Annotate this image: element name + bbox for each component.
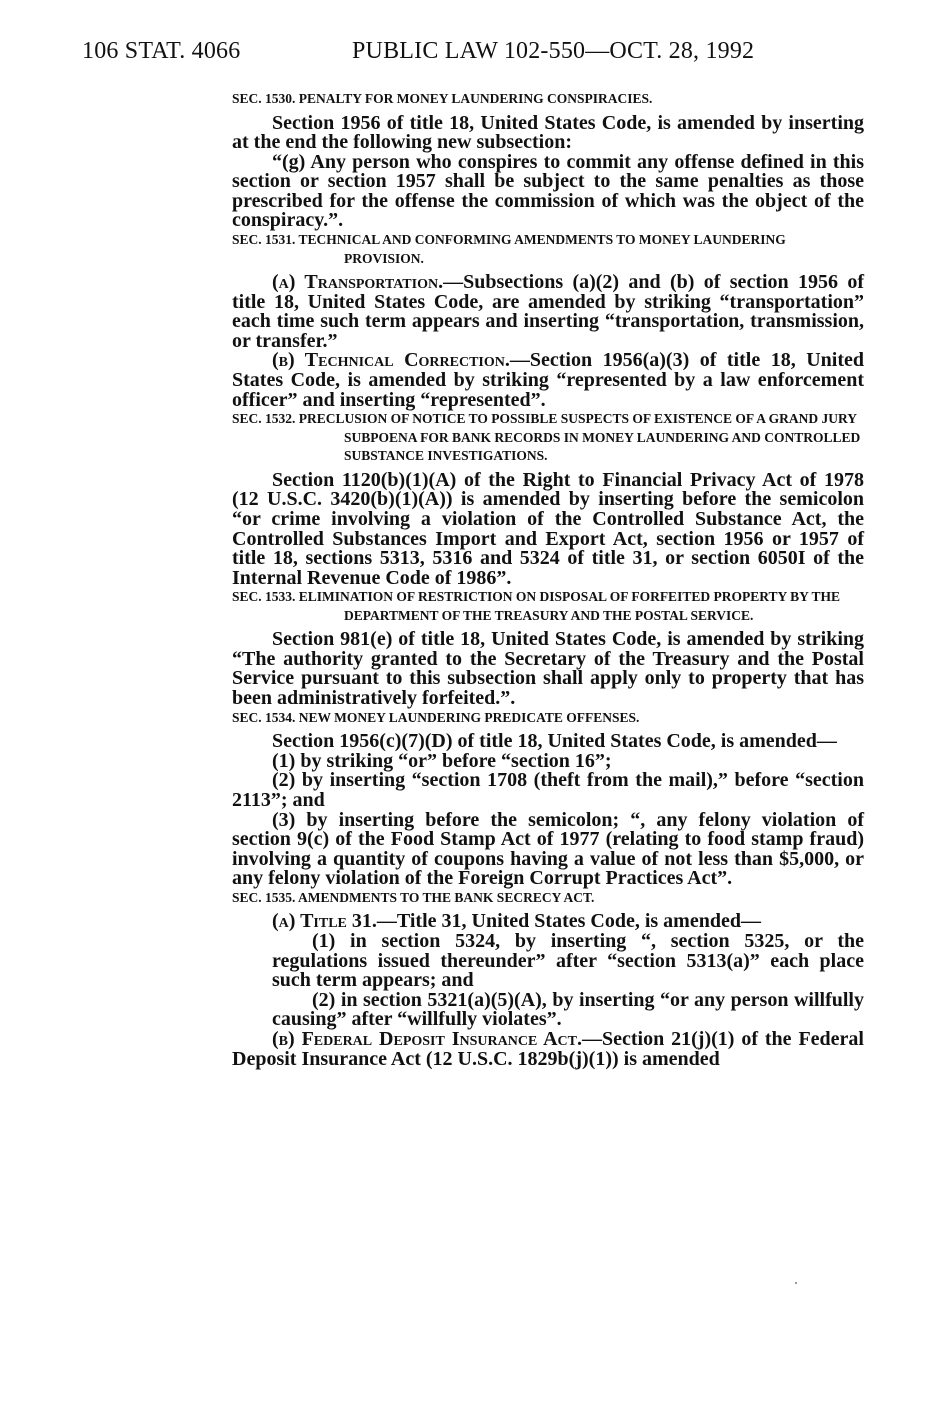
paragraph-item-1: (1) by striking “or” before “section 16”; [272, 749, 612, 772]
document-body [232, 90, 864, 1069]
subsection-a-label: (a) Title 31. [272, 910, 377, 933]
section-paragraph: Section 1956(c)(7)(D) of title 18, United States Code, is amended— [272, 730, 837, 753]
subsection-b [232, 351, 864, 410]
scan-speck [795, 1282, 797, 1284]
section-heading: SEC. 1532. PRECLUSION OF NOTICE TO POSSIBLE SUSPECTS OF EXISTENCE OF A GRAND JURY SUBPOENA FOR BANK RECORDS IN MONEY LAUNDERING AND CONTROLLED SUBSTANCE INVESTIGATIONS. [232, 411, 861, 464]
paragraph-item-2: (2) by inserting “section 1708 (theft from the mail),” before “section 2113”; and [232, 769, 864, 811]
section-1531 [232, 231, 864, 410]
public-law-reference: PUBLIC LAW 102-550—OCT. 28, 1992 [352, 38, 755, 64]
section-1535 [232, 889, 864, 1069]
subsection-a-text: —Subsections (a)(2) and (b) of section 1956 of title 18, United States Code, are amended by striking “transportation” each time such term appears and inserting “transportation, transmission, or transfer.” [232, 271, 864, 352]
section-heading: SEC. 1535. AMENDMENTS TO THE BANK SECRECY ACT. [232, 889, 595, 905]
subsection-b-text: —Section 1956(a)(3) of title 18, United States Code, is amended by striking “represented by a law enforcement officer” and inserting “represented”. [232, 349, 864, 411]
page-header [82, 38, 782, 78]
quoted-subsection: “(g) Any person who conspires to commit any offense defined in this section or section 1957 shall be subject to the same penalties as those prescribed for the offense the commission of which was the object of the conspiracy.”. [232, 150, 864, 232]
section-1532 [232, 410, 864, 588]
section-heading: SEC. 1534. NEW MONEY LAUNDERING PREDICATE OFFENSES. [232, 709, 640, 725]
paragraph-item-3: (3) by inserting before the semicolon; “, any felony violation of section 9(c) of the Food Stamp Act of 1977 (relating to food stamp fraud) involving a quantity of coupons having a value of not less than $5,000, or any felony violation of the Foreign Corrupt Practices Act”. [232, 808, 864, 890]
subsection-a [232, 273, 864, 351]
section-paragraph: Section 1956 of title 18, United States Code, is amended by inserting at the end the following new subsection: [232, 111, 864, 154]
subsection-b [232, 1027, 864, 1070]
section-heading: SEC. 1533. ELIMINATION OF RESTRICTION ON DISPOSAL OF FORFEITED PROPERTY BY THE DEPARTMENT OF THE TREASURY AND THE POSTAL SERVICE. [232, 589, 840, 623]
section-paragraph: Section 1120(b)(1)(A) of the Right to Financial Privacy Act of 1978 (12 U.S.C. 3420(b)(1)(A)) is amended by inserting before the semicolon “or crime involving a violation of the Controlled Substance Act, the Controlled Substances Import and Export Act, section 1956 or 1957 of title 18, sections 5313, 5316 and 5324 of title 31, or section 6050I of the Internal Revenue Code of 1986”. [232, 468, 864, 589]
subsection-b-label: (b) Federal Deposit Insurance Act. [272, 1027, 582, 1050]
subsection-b-label: (b) Technical Correction. [272, 349, 510, 372]
paragraph-item-1: (1) in section 5324, by inserting “, section 5325, or the regulations issued thereunder” after “section 5313(a)” each place such term appears; and [272, 930, 864, 992]
section-paragraph: Section 981(e) of title 18, United States Code, is amended by striking “The authority granted to the Secretary of the Treasury and the Postal Service pursuant to this subsection shall apply only to property that has been administratively forfeited.”. [232, 628, 864, 710]
section-1530 [232, 90, 864, 231]
section-heading: SEC. 1530. PENALTY FOR MONEY LAUNDERING CONSPIRACIES. [232, 91, 653, 106]
subsection-a-label: (a) Transportation. [272, 271, 444, 294]
section-1533 [232, 588, 864, 708]
paragraph-item-2: (2) in section 5321(a)(5)(A), by inserting “or any person willfully causing” after “willfully violates”. [272, 988, 864, 1031]
subsection-b-text: —Section 21(j)(1) of the Federal Deposit Insurance Act (12 U.S.C. 1829b(j)(1)) is amended [232, 1027, 864, 1070]
section-1534 [232, 709, 864, 889]
subsection-a-text: —Title 31, United States Code, is amended— [376, 910, 761, 933]
statute-page-reference: 106 STAT. 4066 [82, 38, 241, 64]
section-heading: SEC. 1531. TECHNICAL AND CONFORMING AMENDMENTS TO MONEY LAUNDERING PROVISION. [232, 232, 786, 266]
